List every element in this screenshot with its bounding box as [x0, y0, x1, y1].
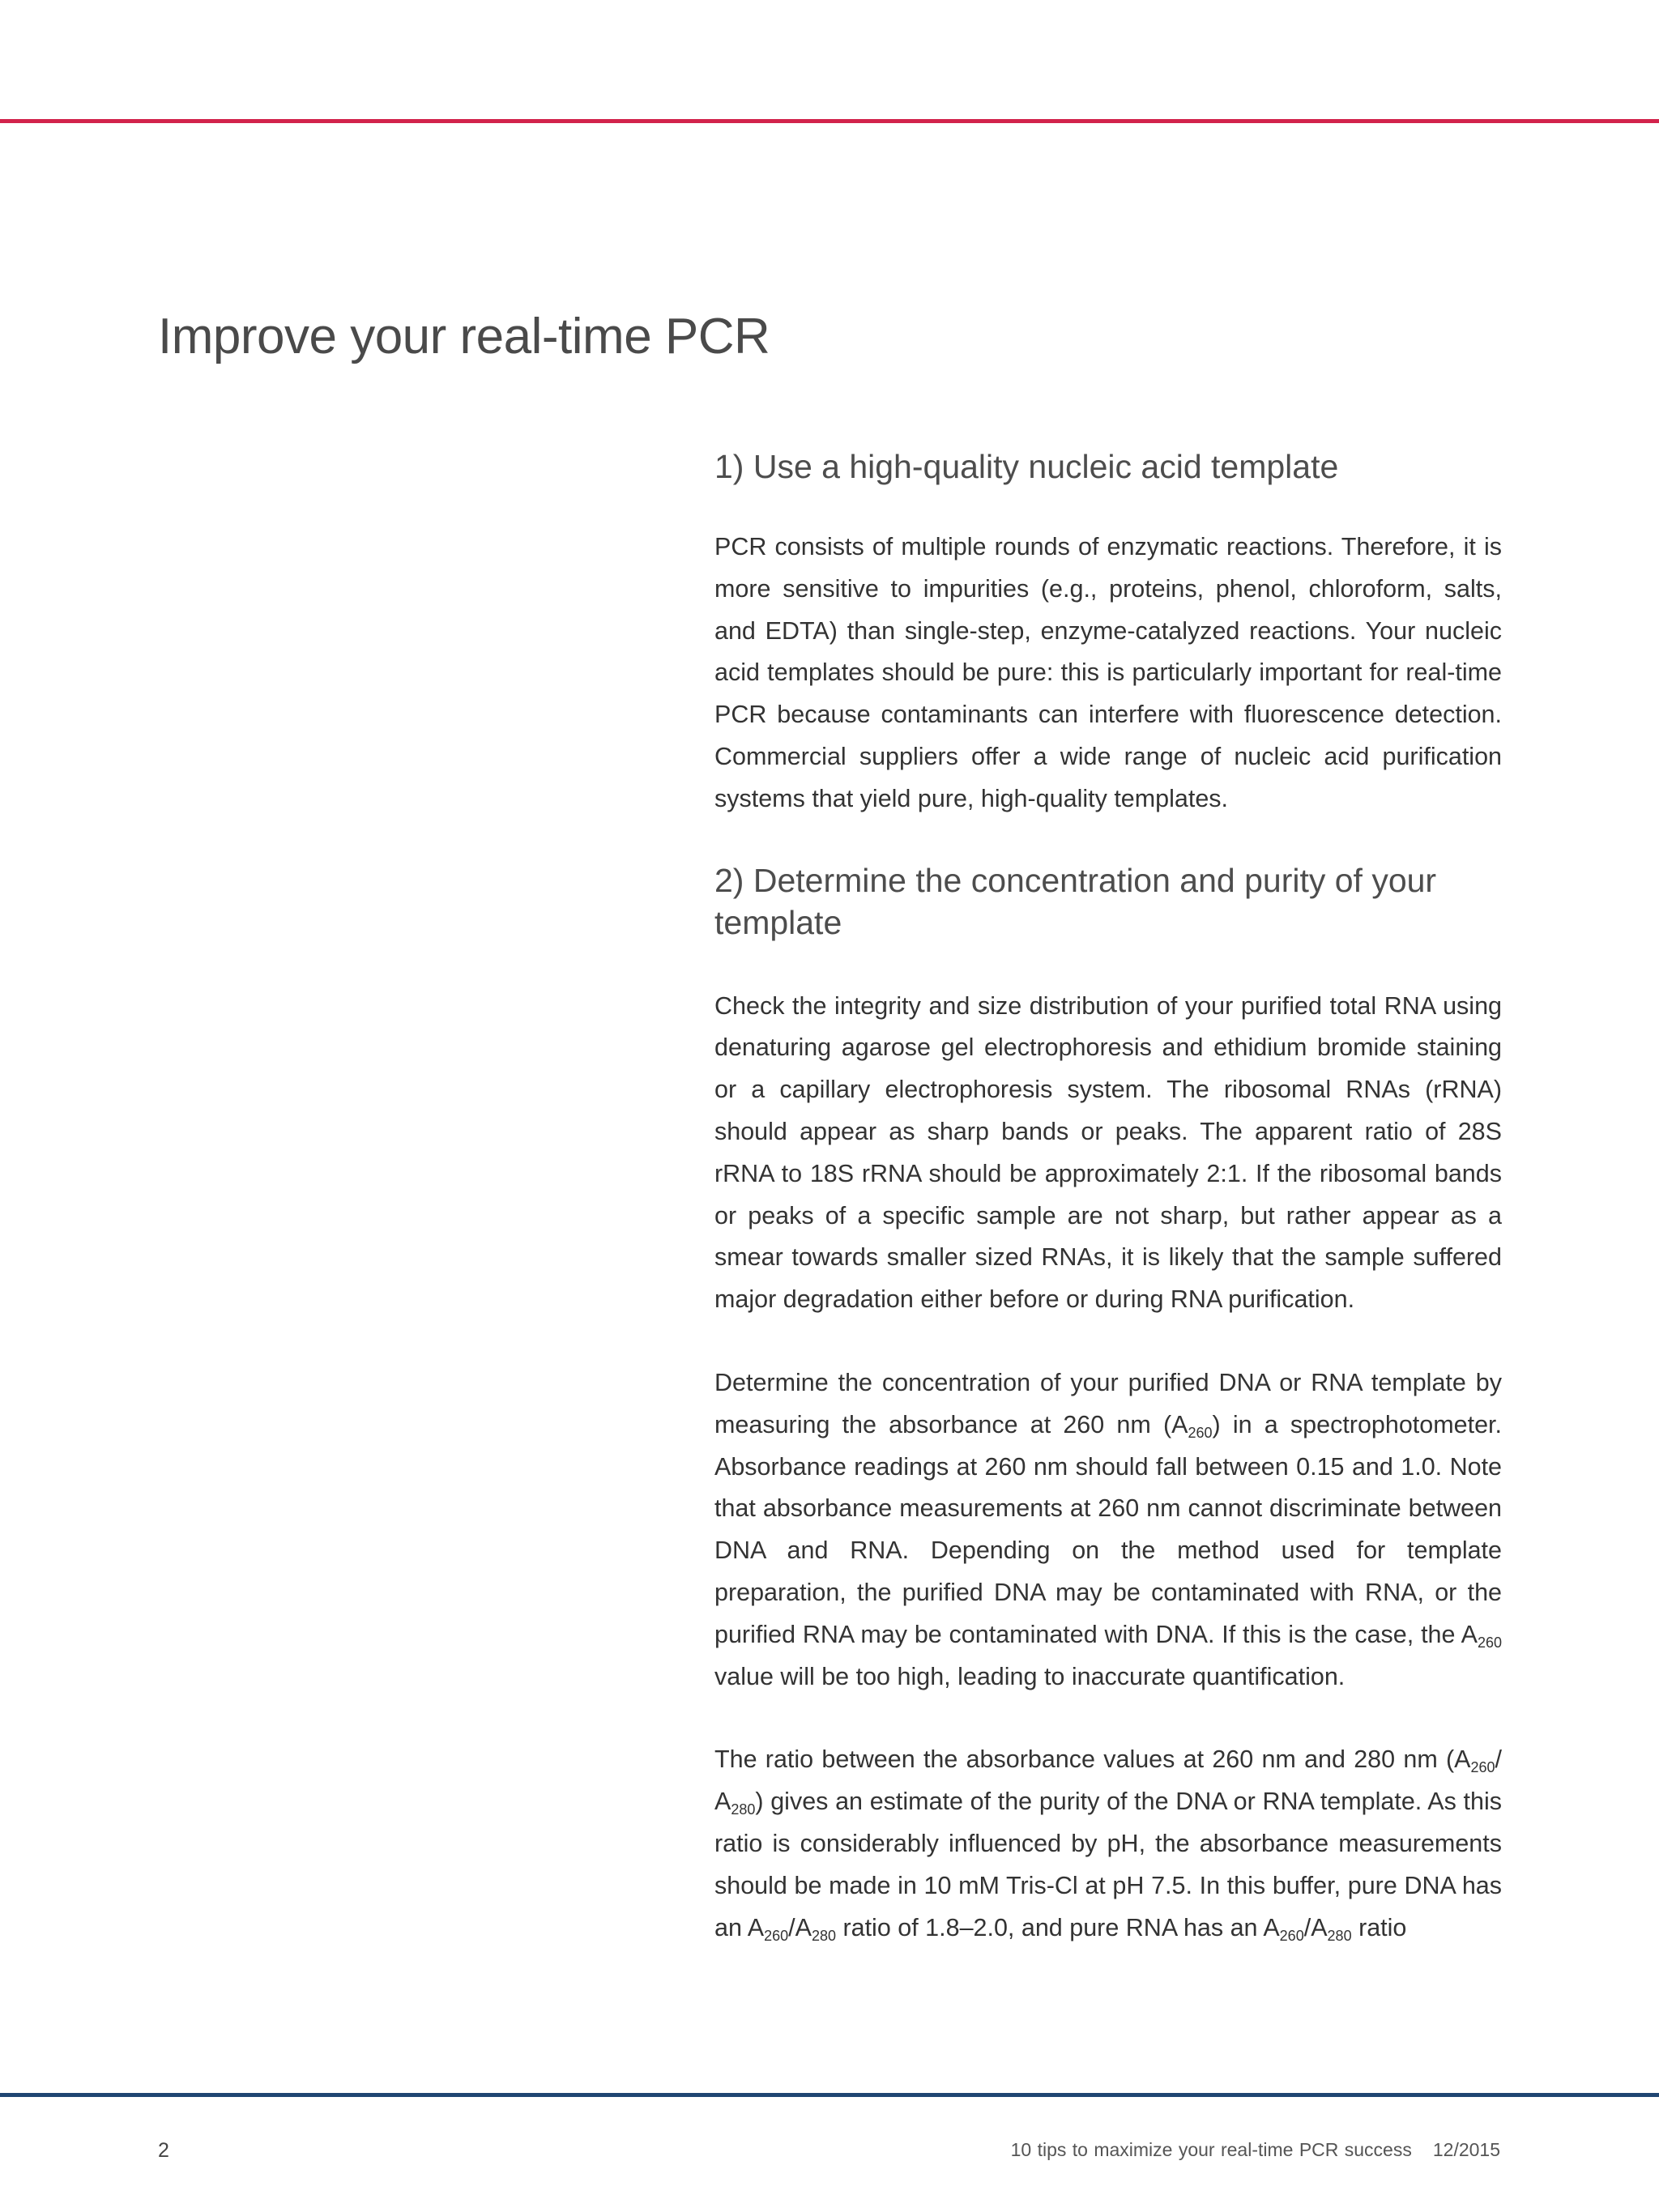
subscript: 280 — [1327, 1927, 1352, 1944]
subscript: 260 — [1477, 1634, 1502, 1651]
section-heading-2: 2) Determine the concentration and purity of your template — [714, 861, 1437, 941]
section-2-paragraph-2 — [714, 1362, 1502, 1698]
section-1-paragraph: PCR consists of multiple rounds of enzymatic reactions. Therefore, it is more sensitive to impurities (e.g., proteins, phenol, chloroform, salts, and EDTA) than single-step, enzyme-catalyzed reactions. Your nucleic acid templates should be pure: this is particularly important for real-time PCR because contaminants can interfere with fluorescence detection. Commercial suppliers offer a wide range of nucleic acid purification systems that yield pure, high-quality templates. — [714, 533, 1502, 812]
footer-rule — [0, 2093, 1659, 2097]
subscript: 280 — [811, 1927, 836, 1944]
section-2-paragraph-1: Check the integrity and size distribution of your purified total RNA using denaturing agarose gel electrophoresis and ethidium bromide staining or a capillary electrophoresis system. The ribosomal RNAs (rRNA) should appear as sharp bands or peaks. The apparent ratio of 28S rRNA to 18S rRNA should be approximately 2:1. If the ribosomal bands or peaks of a specific sample are not sharp, but rather appear as a smear towards smaller sized RNAs, it is likely that the sample suffered major degradation either before or during RNA purification. — [714, 991, 1502, 1314]
text-run: ratio of 1.8–2.0, and pure RNA has an A — [835, 1913, 1280, 1941]
section-2-paragraph-3 — [714, 1739, 1502, 1949]
document-title: 10 tips to maximize your real-time PCR success — [1010, 2139, 1412, 2160]
subscript: 260 — [1279, 1927, 1304, 1944]
text-run: /A — [1303, 1913, 1328, 1941]
document-date: 12/2015 — [1432, 2139, 1500, 2160]
subscript: 260 — [1188, 1424, 1213, 1441]
header-rule — [0, 119, 1659, 123]
subscript: 260 — [1470, 1759, 1495, 1776]
page-title: Improve your real-time PCR — [158, 309, 770, 364]
text-run: The ratio between the absorbance values at 260 nm and 280 nm (A — [714, 1745, 1471, 1774]
text-run: Determine the concentration of your purified DNA or RNA template by measuring the absorbance at 260 nm (A — [714, 1368, 1502, 1438]
subscript: 260 — [764, 1927, 789, 1944]
subscript: 280 — [731, 1801, 756, 1818]
text-run: /A — [788, 1913, 812, 1941]
text-run: ratio — [1351, 1913, 1407, 1941]
section-heading-1: 1) Use a high-quality nucleic acid template — [714, 448, 1339, 485]
page-number: 2 — [158, 2139, 169, 2162]
footer-document-info — [1011, 2139, 1500, 2161]
text-run: / A — [714, 1745, 1502, 1816]
main-content — [714, 445, 1502, 1949]
text-run: ) in a spectrophotometer. Absorbance readings at 260 nm should fall between 0.15 and 1.0. Note that absorbance measurements at 260 nm cannot discriminate between DNA and RNA. Depending on the method used for template preparation, the purified DNA may be contaminated with RNA, or the purified RNA may be contaminated with DNA. If this is the case, the A — [714, 1410, 1502, 1648]
text-run: ) gives an estimate of the purity of the DNA or RNA template. As this ratio is considerably influenced by pH, the absorbance measurements should be made in 10 mM Tris-Cl at pH 7.5. In this buffer, pure DNA has an A — [714, 1788, 1502, 1941]
text-run: value will be too high, leading to inaccurate quantification. — [714, 1662, 1346, 1690]
